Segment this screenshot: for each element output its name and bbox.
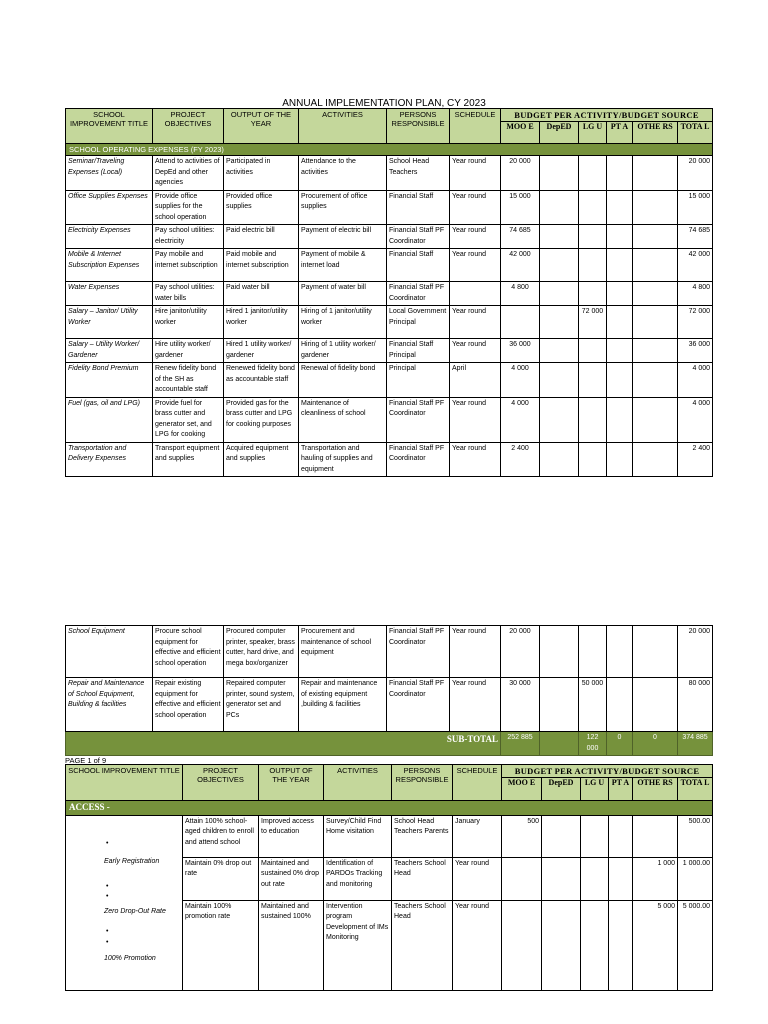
section-header: SCHOOL OPERATING EXPENSES (FY 2023) bbox=[66, 144, 713, 156]
cell-others: 5 000 bbox=[633, 900, 678, 990]
cell-persons: Financial Staff PF Coordinator bbox=[387, 225, 450, 249]
cell-total: 15 000 bbox=[678, 190, 713, 225]
cell-pta bbox=[607, 225, 633, 249]
cell-pta bbox=[607, 249, 633, 282]
cell-title: Fuel (gas, oil and LPG) bbox=[66, 397, 153, 442]
page-footer: PAGE 1 of 9 bbox=[65, 756, 107, 765]
cell-title: Seminar/Traveling Expenses (Local) bbox=[66, 156, 153, 191]
cell-output: Provided office supplies bbox=[224, 190, 299, 225]
cell-output: Procured computer printer, speaker, brass cutter, hard drive, and mega box/organizer bbox=[224, 626, 299, 678]
bullet: • bbox=[106, 839, 109, 847]
table-row bbox=[66, 339, 713, 363]
cell-activities: Payment of water bill bbox=[299, 282, 387, 306]
cell-title: Repair and Maintenance of School Equipment, Building & facilities bbox=[66, 678, 153, 732]
cell-pta bbox=[607, 190, 633, 225]
cell-lgu: 72 000 bbox=[579, 306, 607, 339]
cell-pta bbox=[607, 339, 633, 363]
cell-schedule: Year round bbox=[453, 900, 502, 990]
cell-pta bbox=[607, 363, 633, 398]
cell-activities: Procurement of office supplies bbox=[299, 190, 387, 225]
table-row bbox=[66, 363, 713, 398]
cell-lgu bbox=[579, 190, 607, 225]
cell-persons: Local Government Principal bbox=[387, 306, 450, 339]
table-row bbox=[66, 442, 713, 477]
subtotal-mooe: 252 885 bbox=[501, 732, 540, 756]
cell-title: Fidelity Bond Premium bbox=[66, 363, 153, 398]
cell-mooe bbox=[502, 857, 542, 900]
cell-objective: Transport equipment and supplies bbox=[153, 442, 224, 477]
cell-total: 4 000 bbox=[678, 363, 713, 398]
cell-activities: Maintenance of cleanliness of school bbox=[299, 397, 387, 442]
cell-others bbox=[633, 363, 678, 398]
cell-mooe: 500 bbox=[502, 815, 542, 857]
cell-pta bbox=[607, 397, 633, 442]
cell-mooe: 36 000 bbox=[501, 339, 540, 363]
cell-activities: Hiring of 1 utility worker/ gardener bbox=[299, 339, 387, 363]
cell-activities: Survey/Child Find Home visitation bbox=[324, 815, 392, 857]
cell-others bbox=[633, 306, 678, 339]
cell-mooe: 15 000 bbox=[501, 190, 540, 225]
cell-output: Hired 1 janitor/utility worker bbox=[224, 306, 299, 339]
cell-lgu bbox=[579, 626, 607, 678]
header-budget: BUDGET PER ACTIVITY/BUDGET SOURCE bbox=[502, 765, 713, 778]
cell-lgu bbox=[579, 282, 607, 306]
cell-deped bbox=[540, 156, 579, 191]
cell-output: Improved access to education bbox=[259, 815, 324, 857]
table-row bbox=[66, 815, 713, 857]
cell-activities: Procurement and maintenance of school equipment bbox=[299, 626, 387, 678]
cell-pta bbox=[607, 442, 633, 477]
cell-output: Paid electric bill bbox=[224, 225, 299, 249]
subtotal-deped bbox=[540, 732, 579, 756]
cell-objective: Hire utility worker/ gardener bbox=[153, 339, 224, 363]
header-schedule: SCHEDULE bbox=[450, 109, 501, 144]
cell-title: Office Supplies Expenses bbox=[66, 190, 153, 225]
header-mooe: MOO E bbox=[501, 122, 540, 144]
cell-objective: Repair existing equipment for effective and efficient school operation bbox=[153, 678, 224, 732]
header-mooe: MOO E bbox=[502, 778, 542, 801]
cell-output: Acquired equipment and supplies bbox=[224, 442, 299, 477]
cell-pta bbox=[607, 156, 633, 191]
cell-mooe bbox=[501, 306, 540, 339]
cell-deped bbox=[540, 306, 579, 339]
implementation-table-1 bbox=[65, 108, 713, 477]
cell-mooe: 4 000 bbox=[501, 397, 540, 442]
cell-title: Salary – Utility Worker/ Gardener bbox=[66, 339, 153, 363]
cell-lgu bbox=[581, 857, 609, 900]
header-activities: ACTIVITIES bbox=[299, 109, 387, 144]
table-row bbox=[66, 190, 713, 225]
access-title: 100% Promotion bbox=[104, 955, 156, 963]
cell-objective: Attend to activities of DepEd and other agencies bbox=[153, 156, 224, 191]
cell-mooe: 74 685 bbox=[501, 225, 540, 249]
cell-mooe: 2 400 bbox=[501, 442, 540, 477]
cell-deped bbox=[540, 282, 579, 306]
cell-activities: Payment of mobile & internet load bbox=[299, 249, 387, 282]
subtotal-total: 374 885 bbox=[678, 732, 713, 756]
header-pta: PT A bbox=[609, 778, 633, 801]
cell-activities: Attendance to the activities bbox=[299, 156, 387, 191]
cell-title: Salary – Janitor/ Utility Worker bbox=[66, 306, 153, 339]
cell-deped bbox=[540, 678, 579, 732]
cell-title: Electricity Expenses bbox=[66, 225, 153, 249]
table-row bbox=[66, 678, 713, 732]
table-row bbox=[66, 156, 713, 191]
table-row bbox=[66, 282, 713, 306]
cell-pta bbox=[609, 857, 633, 900]
bullet: • bbox=[106, 893, 109, 901]
header-output: OUTPUT OF THE YEAR bbox=[259, 765, 324, 801]
cell-output: Paid water bill bbox=[224, 282, 299, 306]
cell-output: Hired 1 utility worker/ gardener bbox=[224, 339, 299, 363]
cell-total: 1 000.00 bbox=[678, 857, 713, 900]
cell-objective: Attain 100% school-aged children to enroll and attend school bbox=[183, 815, 259, 857]
cell-output: Provided gas for the brass cutter and LPG for cooking purposes bbox=[224, 397, 299, 442]
cell-objective: Maintain 0% drop out rate bbox=[183, 857, 259, 900]
cell-objective: Provide office supplies for the school operation bbox=[153, 190, 224, 225]
cell-total: 20 000 bbox=[678, 156, 713, 191]
cell-pta bbox=[607, 678, 633, 732]
cell-deped bbox=[540, 397, 579, 442]
cell-activities: Payment of electric bill bbox=[299, 225, 387, 249]
cell-others bbox=[633, 339, 678, 363]
cell-objective: Maintain 100% promotion rate bbox=[183, 900, 259, 990]
cell-persons: School Head Teachers bbox=[387, 156, 450, 191]
cell-deped bbox=[540, 363, 579, 398]
cell-mooe: 30 000 bbox=[501, 678, 540, 732]
cell-pta bbox=[607, 282, 633, 306]
implementation-table-2 bbox=[65, 625, 713, 756]
cell-schedule: Year round bbox=[450, 156, 501, 191]
cell-schedule: Year round bbox=[450, 397, 501, 442]
header-deped: DepED bbox=[542, 778, 581, 801]
access-title: Early Registration bbox=[104, 858, 160, 866]
subtotal-others: 0 bbox=[633, 732, 678, 756]
subtotal-row bbox=[66, 732, 713, 756]
cell-output: Repaired computer printer, sound system, generator set and PCs bbox=[224, 678, 299, 732]
cell-pta bbox=[609, 900, 633, 990]
cell-others bbox=[633, 397, 678, 442]
table-row bbox=[66, 397, 713, 442]
cell-pta bbox=[609, 815, 633, 857]
header-schedule: SCHEDULE bbox=[453, 765, 502, 801]
cell-total: 42 000 bbox=[678, 249, 713, 282]
cell-activities: Repair and maintenance of existing equipment ,building & facilities bbox=[299, 678, 387, 732]
header-objectives: PROJECT OBJECTIVES bbox=[153, 109, 224, 144]
header-total: TOTA L bbox=[678, 778, 713, 801]
cell-total: 72 000 bbox=[678, 306, 713, 339]
cell-schedule: Year round bbox=[450, 442, 501, 477]
cell-activities: Renewal of fidelity bond bbox=[299, 363, 387, 398]
cell-title: Mobile & Internet Subscription Expenses bbox=[66, 249, 153, 282]
cell-persons: Financial Staff bbox=[387, 190, 450, 225]
access-title: Zero Drop-Out Rate bbox=[104, 907, 166, 915]
cell-persons: Principal bbox=[387, 363, 450, 398]
bullet: • bbox=[106, 882, 109, 890]
cell-deped bbox=[540, 626, 579, 678]
header-title: SCHOOL IMPROVEMENT TITLE bbox=[66, 765, 183, 801]
cell-schedule: Year round bbox=[450, 190, 501, 225]
cell-mooe: 42 000 bbox=[501, 249, 540, 282]
cell-title: School Equipment bbox=[66, 626, 153, 678]
cell-schedule: Year round bbox=[450, 339, 501, 363]
cell-others bbox=[633, 225, 678, 249]
cell-schedule: Year round bbox=[450, 306, 501, 339]
cell-persons: Teachers School Head bbox=[392, 857, 453, 900]
cell-output: Maintained and sustained 100% bbox=[259, 900, 324, 990]
cell-mooe: 4 000 bbox=[501, 363, 540, 398]
cell-total: 5 000.00 bbox=[678, 900, 713, 990]
cell-output: Maintained and sustained 0% drop out rate bbox=[259, 857, 324, 900]
cell-activities: Transportation and hauling of supplies and equipment bbox=[299, 442, 387, 477]
cell-title: Transportation and Delivery Expenses bbox=[66, 442, 153, 477]
cell-deped bbox=[540, 225, 579, 249]
cell-others bbox=[633, 626, 678, 678]
cell-schedule: January bbox=[453, 815, 502, 857]
cell-others: 1 000 bbox=[633, 857, 678, 900]
cell-schedule: Year round bbox=[450, 249, 501, 282]
cell-mooe: 4 800 bbox=[501, 282, 540, 306]
header-pta: PT A bbox=[607, 122, 633, 144]
cell-schedule: Year round bbox=[450, 626, 501, 678]
implementation-table-3 bbox=[65, 764, 713, 991]
cell-total: 80 000 bbox=[678, 678, 713, 732]
cell-output: Paid mobile and internet subscription bbox=[224, 249, 299, 282]
cell-others bbox=[633, 190, 678, 225]
cell-lgu bbox=[579, 339, 607, 363]
cell-activities: Hiring of 1 janitor/utility worker bbox=[299, 306, 387, 339]
table-row bbox=[66, 249, 713, 282]
cell-lgu: 50 000 bbox=[579, 678, 607, 732]
cell-persons: School Head Teachers Parents bbox=[392, 815, 453, 857]
cell-objective: Pay school utilities: electricity bbox=[153, 225, 224, 249]
cell-deped bbox=[540, 442, 579, 477]
cell-objective: Pay mobile and internet subscription bbox=[153, 249, 224, 282]
cell-persons: Teachers School Head bbox=[392, 900, 453, 990]
cell-pta bbox=[607, 306, 633, 339]
document-title: ANNUAL IMPLEMENTATION PLAN, CY 2023 bbox=[282, 98, 486, 109]
cell-total: 2 400 bbox=[678, 442, 713, 477]
bullet: • bbox=[106, 938, 109, 946]
cell-others bbox=[633, 815, 678, 857]
cell-lgu bbox=[579, 397, 607, 442]
cell-others bbox=[633, 249, 678, 282]
cell-others bbox=[633, 156, 678, 191]
cell-activities: Identification of PARDOs Tracking and monitoring bbox=[324, 857, 392, 900]
cell-total: 36 000 bbox=[678, 339, 713, 363]
cell-total: 500.00 bbox=[678, 815, 713, 857]
header-objectives: PROJECT OBJECTIVES bbox=[183, 765, 259, 801]
table-row bbox=[66, 626, 713, 678]
cell-persons: Financial Staff PF Coordinator bbox=[387, 678, 450, 732]
subtotal-lgu: 122 000 bbox=[579, 732, 607, 756]
cell-lgu bbox=[579, 225, 607, 249]
cell-others bbox=[633, 442, 678, 477]
cell-mooe bbox=[502, 900, 542, 990]
cell-persons: Financial Staff PF Coordinator bbox=[387, 626, 450, 678]
header-deped: DepED bbox=[540, 122, 579, 144]
cell-objective: Hire janitor/utility worker bbox=[153, 306, 224, 339]
cell-persons: Financial Staff PF Coordinator bbox=[387, 282, 450, 306]
cell-deped bbox=[542, 815, 581, 857]
cell-others bbox=[633, 678, 678, 732]
cell-schedule: Year round bbox=[450, 225, 501, 249]
cell-objective: Renew fidelity bond of the SH as accountable staff bbox=[153, 363, 224, 398]
cell-schedule: Year round bbox=[450, 678, 501, 732]
cell-deped bbox=[540, 249, 579, 282]
cell-lgu bbox=[581, 815, 609, 857]
cell-persons: Financial Staff bbox=[387, 249, 450, 282]
subtotal-pta: 0 bbox=[607, 732, 633, 756]
cell-deped bbox=[542, 900, 581, 990]
cell-activities: Intervention program Development of IMs Monitoring bbox=[324, 900, 392, 990]
cell-lgu bbox=[579, 442, 607, 477]
header-persons: PERSONS RESPONSIBLE bbox=[392, 765, 453, 801]
cell-mooe: 20 000 bbox=[501, 626, 540, 678]
cell-lgu bbox=[579, 156, 607, 191]
cell-total: 4 000 bbox=[678, 397, 713, 442]
header-activities: ACTIVITIES bbox=[324, 765, 392, 801]
cell-lgu bbox=[579, 363, 607, 398]
cell-schedule bbox=[450, 282, 501, 306]
cell-others bbox=[633, 282, 678, 306]
header-budget: BUDGET PER ACTIVITY/BUDGET SOURCE bbox=[501, 109, 713, 122]
subtotal-label: SUB-TOTAL bbox=[66, 732, 501, 756]
header-output: OUTPUT OF THE YEAR bbox=[224, 109, 299, 144]
cell-deped bbox=[542, 857, 581, 900]
cell-pta bbox=[607, 626, 633, 678]
table-row bbox=[66, 225, 713, 249]
cell-schedule: Year round bbox=[453, 857, 502, 900]
header-others: OTHE RS bbox=[633, 778, 678, 801]
access-titles-cell bbox=[66, 815, 183, 990]
header-title: SCHOOL IMPROVEMENT TITLE bbox=[66, 109, 153, 144]
cell-objective: Provide fuel for brass cutter and generator set, and LPG for cooking bbox=[153, 397, 224, 442]
header-others: OTHE RS bbox=[633, 122, 678, 144]
table-row bbox=[66, 306, 713, 339]
header-lgu: LG U bbox=[581, 778, 609, 801]
cell-objective: Procure school equipment for effective and efficient school operation bbox=[153, 626, 224, 678]
header-lgu: LG U bbox=[579, 122, 607, 144]
cell-deped bbox=[540, 339, 579, 363]
cell-title: Water Expenses bbox=[66, 282, 153, 306]
cell-persons: Financial Staff Principal bbox=[387, 339, 450, 363]
bullet: • bbox=[106, 928, 109, 936]
header-persons: PERSONS RESPONSIBLE bbox=[387, 109, 450, 144]
cell-persons: Financial Staff PF Coordinator bbox=[387, 442, 450, 477]
cell-mooe: 20 000 bbox=[501, 156, 540, 191]
cell-total: 20 000 bbox=[678, 626, 713, 678]
cell-lgu bbox=[581, 900, 609, 990]
section-header-access: ACCESS - bbox=[66, 801, 713, 816]
header-total: TOTA L bbox=[678, 122, 713, 144]
cell-objective: Pay school utilities: water bills bbox=[153, 282, 224, 306]
cell-schedule: April bbox=[450, 363, 501, 398]
cell-output: Renewed fidelity bond as accountable staff bbox=[224, 363, 299, 398]
cell-total: 74 685 bbox=[678, 225, 713, 249]
cell-deped bbox=[540, 190, 579, 225]
cell-total: 4 800 bbox=[678, 282, 713, 306]
cell-output: Participated in activities bbox=[224, 156, 299, 191]
cell-lgu bbox=[579, 249, 607, 282]
cell-persons: Financial Staff PF Coordinator bbox=[387, 397, 450, 442]
